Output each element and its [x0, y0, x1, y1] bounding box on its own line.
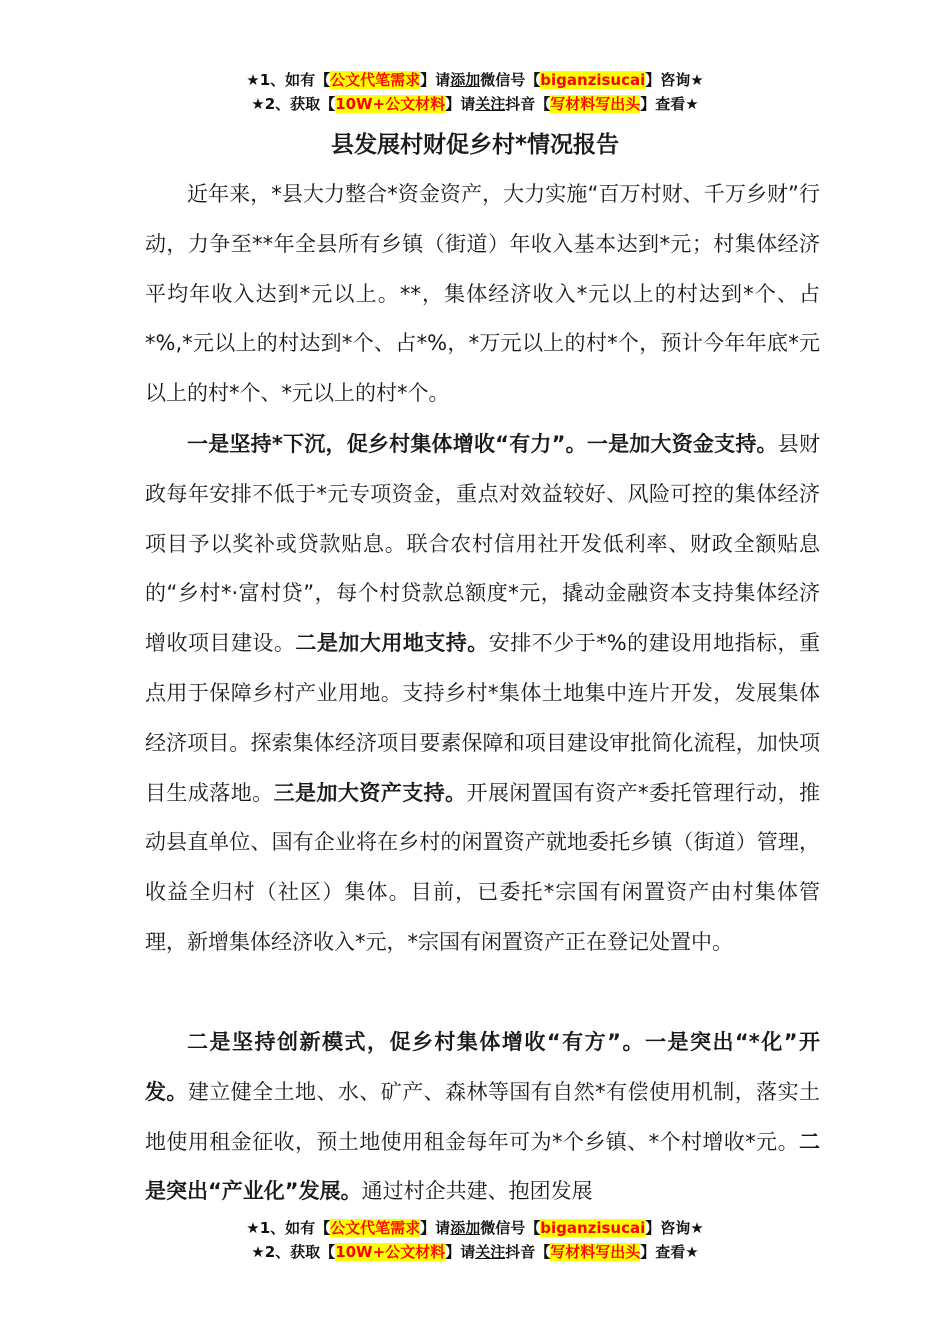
notice-text: 】请 [420, 1219, 451, 1237]
paragraph-measures-2 [145, 1018, 820, 1214]
bold-heading: 二是突出“产业化”发展。 [145, 1129, 820, 1204]
notice-line-2 [0, 1240, 950, 1264]
notice-text: ★2、获取【 [251, 1243, 336, 1261]
notice-text: 微信号【 [480, 1219, 541, 1237]
paragraph-text: 开展闲置国有资产*委托管理行动，推动县直单位、国有企业将在乡村的闲置资产就地委托乡镇（街道）管理，收益全归村（社区）集体。目前，已委托*宗国有闲置资产由村集体管理，新增集体经济收入*元，*宗国有闲置资产正在登记处置中。 [145, 780, 821, 954]
notice-text: 】咨询★ [645, 71, 704, 89]
notice-underlined: 关注 [475, 1243, 506, 1261]
body-section-3 [145, 1018, 820, 1214]
paragraph-text: 县财政每年安排不低于*元专项资金，重点对效益较好、风险可控的集体经济项目予以奖补或贷款贴息。联合农村信用社开发低利率、财政全额贴息的“乡村*·富村贷”，每个村贷款总额度*元，撬动金融资本支持集体经济增收项目建设。 [145, 432, 820, 656]
notice-text: ★1、如有【 [246, 1219, 331, 1237]
notice-underlined: 添加 [450, 71, 481, 89]
notice-line-1 [0, 1216, 950, 1240]
notice-highlight: 10W+公文材料 [335, 1243, 446, 1261]
bold-heading: 二是加大用地支持。 [295, 631, 489, 656]
notice-text: 微信号【 [480, 71, 541, 89]
notice-text: 】查看★ [640, 1243, 699, 1261]
notice-text: 抖音【 [505, 95, 551, 113]
notice-text: 】咨询★ [645, 1219, 704, 1237]
notice-text: 抖音【 [505, 1243, 551, 1261]
notice-line-1 [0, 68, 950, 92]
notice-line-2 [0, 92, 950, 116]
notice-text: ★1、如有【 [246, 71, 331, 89]
bold-heading: 二是坚持创新模式，促乡村集体增收“有方”。一是突出“*化”开发。 [145, 1030, 820, 1104]
notice-underlined: 关注 [475, 95, 506, 113]
footer-notice [0, 1216, 950, 1264]
wechat-id-highlight: biganzisucai [540, 71, 646, 89]
header-notice [0, 68, 950, 116]
notice-text: 】请 [420, 71, 451, 89]
paragraph-text: 安排不少于*%的建设用地指标，重点用于保障乡村产业用地。支持乡村*集体土地集中连片开发，发展集体经济项目。探索集体经济项目要素保障和项目建设审批简化流程，加快项目生成落地。 [145, 631, 821, 805]
notice-text: 】查看★ [640, 95, 699, 113]
notice-text: 】请 [445, 1243, 476, 1261]
bold-heading: 一是坚持*下沉，促乡村集体增收“有力”。一是加大资金支持。 [187, 432, 778, 456]
notice-highlight: 公文代笔需求 [330, 1219, 421, 1237]
douyin-id-highlight: 写材料写出头 [550, 95, 641, 113]
notice-text: ★2、获取【 [251, 95, 336, 113]
douyin-id-highlight: 写材料写出头 [550, 1243, 641, 1261]
paragraph-text: 通过村企共建、抱团发展 [361, 1179, 593, 1204]
body-section-1 [145, 170, 820, 419]
bold-heading: 三是加大资产支持。 [273, 780, 467, 805]
notice-underlined: 添加 [450, 1219, 481, 1237]
wechat-id-highlight: biganzisucai [540, 1219, 646, 1237]
notice-highlight: 公文代笔需求 [330, 71, 421, 89]
body-section-2 [145, 420, 820, 968]
document-title: 县发展村财促乡村*情况报告 [330, 132, 620, 158]
paragraph-intro: 近年来，*县大力整合*资金资产，大力实施“百万村财、千万乡财”行动，力争至**年全县所有乡镇（街道）年收入基本达到*元；村集体经济平均年收入达到*元以上。**，集体经济收入*元以上的村达到*个、占*%,*元以上的村达到*个、占*%，*万元以上的村*个，预计今年年底*元以上的村*个、*元以上的村*个。 [145, 182, 820, 406]
paragraph-text: 建立健全土地、水、矿产、森林等国有自然*有偿使用机制，落实土地使用租金征收，预土地使用租金每年可为*个乡镇、*个村增收*元。 [145, 1079, 820, 1154]
notice-highlight: 10W+公文材料 [335, 95, 446, 113]
notice-text: 】请 [445, 95, 476, 113]
paragraph-measures-1 [145, 420, 820, 968]
